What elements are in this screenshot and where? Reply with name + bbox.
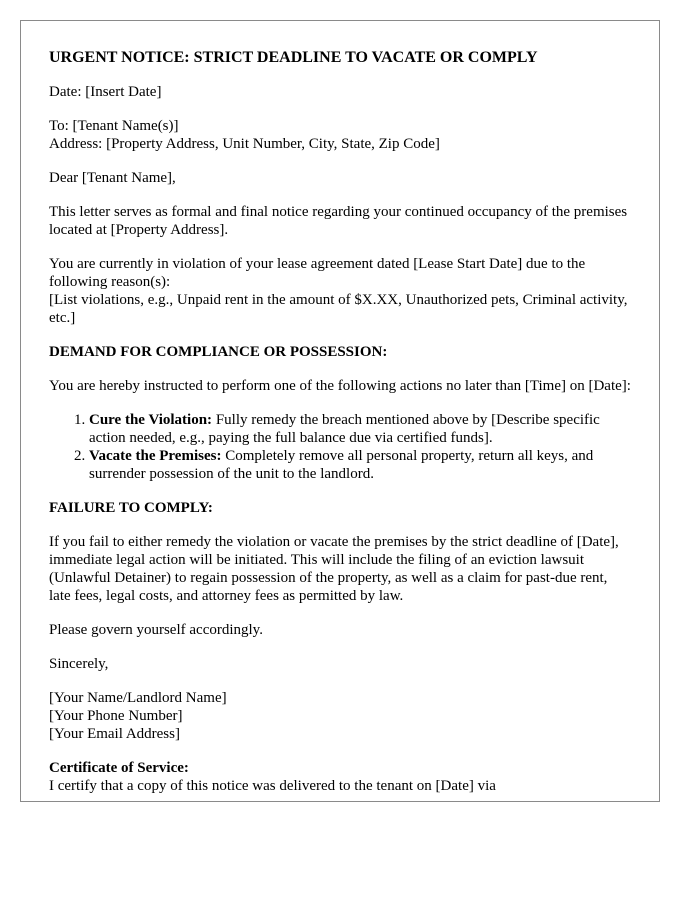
closing: Sincerely, xyxy=(49,656,109,672)
failure-heading: FAILURE TO COMPLY: xyxy=(49,500,213,516)
violation-list-text: [List violations, e.g., Unpaid rent in the amount of $X.XX, Unauthorized pets, Criminal activity, etc.] xyxy=(49,292,628,326)
certificate-title: Certificate of Service: xyxy=(49,760,189,776)
address-line: Address: [Property Address, Unit Number, City, State, Zip Code] xyxy=(49,136,440,152)
notice-title: URGENT NOTICE: STRICT DEADLINE TO VACATE OR COMPLY xyxy=(49,49,538,66)
violation-text: You are currently in violation of your lease agreement dated [Lease Start Date] due to the following reason(s): xyxy=(49,256,586,290)
certificate-text: I certify that a copy of this notice was delivered to the tenant on [Date] via xyxy=(49,778,496,794)
document-content xyxy=(21,21,659,795)
action-item-cure xyxy=(89,411,631,447)
action-label: Cure the Violation: xyxy=(89,412,213,428)
instructed-paragraph: You are hereby instructed to perform one of the following actions no later than [Time] on [Date]: xyxy=(49,378,631,394)
failure-paragraph: If you fail to either remedy the violation or vacate the premises by the strict deadline of [Date], immediate legal action will be initiated. This will include the filing of an eviction lawsuit (Unlawful Detainer) to regain possession of the property, as well as a claim for past-due rent, late fees, legal costs, and attorney fees as permitted by law. xyxy=(49,534,619,604)
date-line: Date: [Insert Date] xyxy=(49,84,162,100)
salutation: Dear [Tenant Name], xyxy=(49,170,176,186)
action-item-vacate xyxy=(89,447,631,483)
signature-phone: [Your Phone Number] xyxy=(49,708,183,724)
action-text: Completely remove all personal property, return all keys, and surrender possession of the unit to the landlord. xyxy=(89,448,594,482)
recipient-block xyxy=(49,117,631,153)
document-page xyxy=(20,20,660,802)
govern-paragraph: Please govern yourself accordingly. xyxy=(49,622,263,638)
actions-list xyxy=(49,411,631,483)
action-text: Fully remedy the breach mentioned above by [Describe specific action needed, e.g., paying the full balance due via certified funds]. xyxy=(89,412,600,446)
signature-block xyxy=(49,689,631,743)
intro-paragraph: This letter serves as formal and final notice regarding your continued occupancy of the premises located at [Property Address]. xyxy=(49,204,628,238)
signature-email: [Your Email Address] xyxy=(49,726,180,742)
violation-paragraph xyxy=(49,255,631,327)
demand-heading: DEMAND FOR COMPLIANCE OR POSSESSION: xyxy=(49,344,388,360)
to-line: To: [Tenant Name(s)] xyxy=(49,118,179,134)
action-label: Vacate the Premises: xyxy=(89,448,222,464)
signature-name: [Your Name/Landlord Name] xyxy=(49,690,227,706)
